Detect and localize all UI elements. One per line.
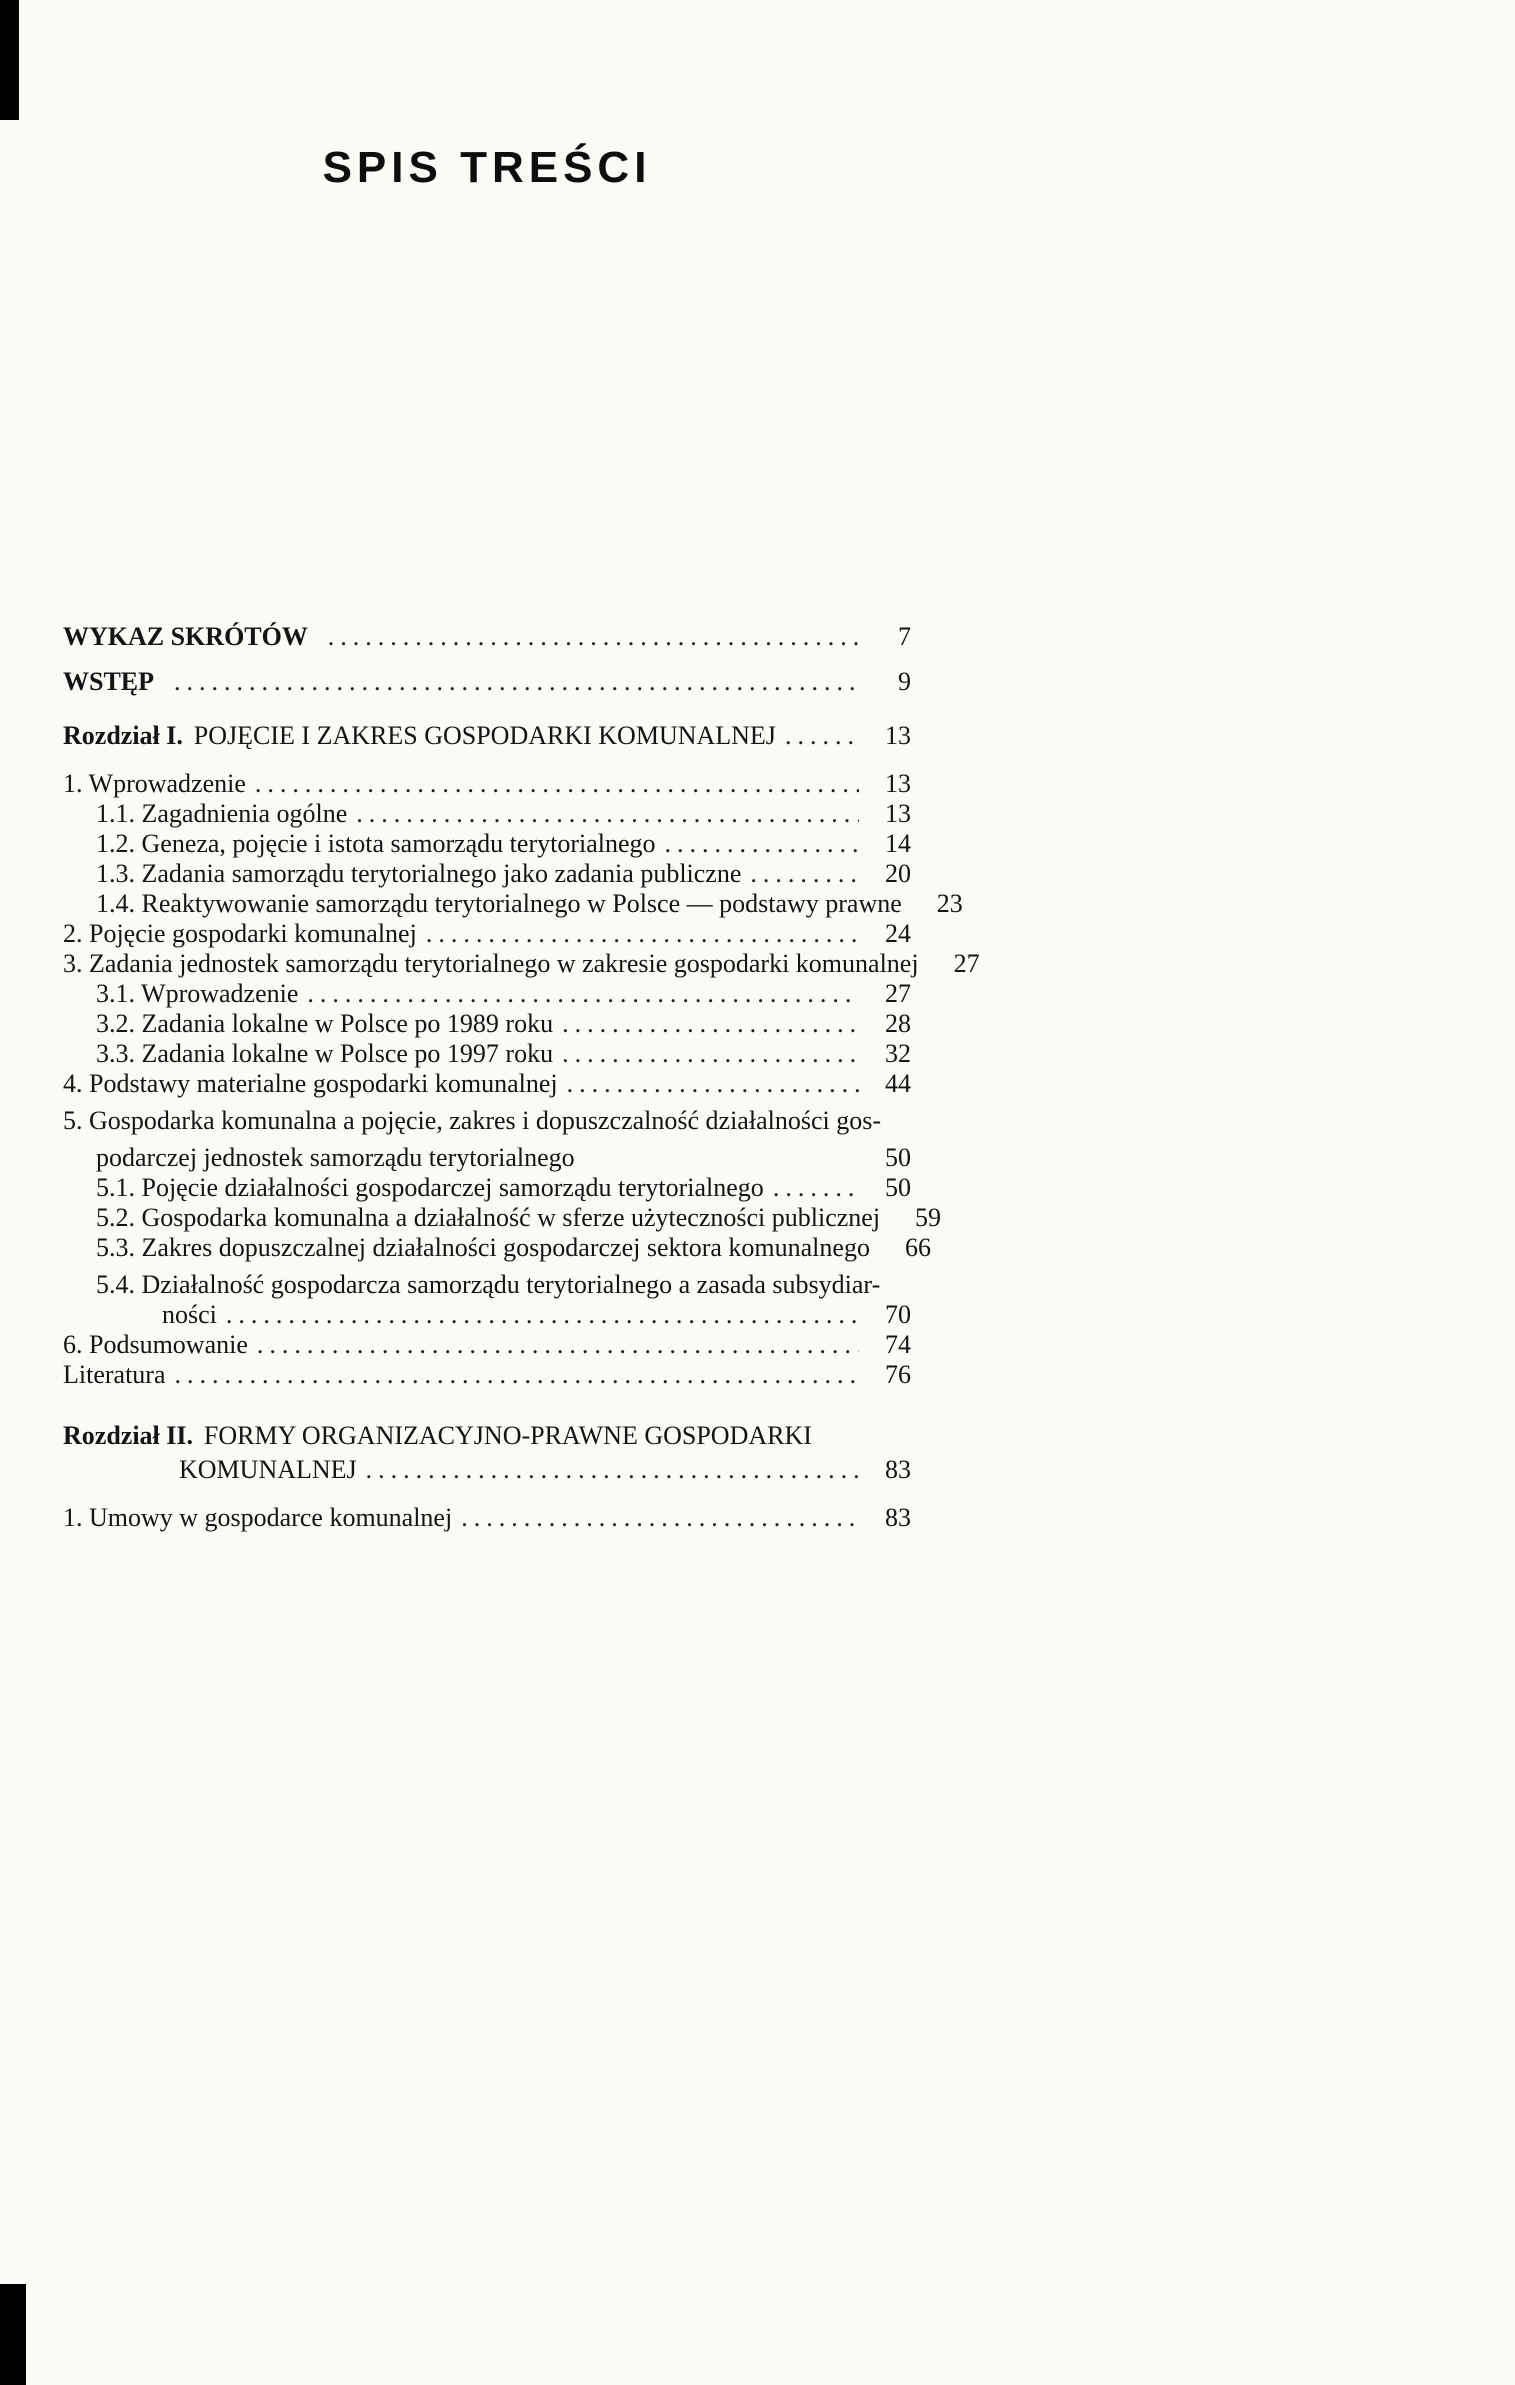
toc-entry-label: 3. Zadania jednostek samorządu terytorialnego w zakresie gospodarki komunalnej	[63, 949, 919, 978]
toc-entry-label-bold: WYKAZ SKRÓTÓW	[63, 622, 308, 651]
toc-entry	[63, 1330, 911, 1360]
toc-entry-label-bold: Rozdział II.	[63, 1421, 193, 1450]
dot-leader	[174, 667, 859, 697]
scan-artifact-bottom-left	[0, 2284, 26, 2385]
toc-entry-label: Literatura	[63, 1360, 166, 1389]
toc-entry-page: 59	[915, 1203, 942, 1232]
toc-entry-label: 5.4. Działalność gospodarcza samorządu terytorialnego a zasada subsydiar-	[96, 1270, 881, 1299]
page-title: SPIS TREŚCI	[322, 143, 652, 192]
dot-leader	[356, 799, 859, 829]
dot-leader	[567, 1069, 859, 1099]
toc-entry-label: 1.4. Reaktywowanie samorządu terytorialnego w Polsce — podstawy prawne	[96, 889, 902, 918]
dot-leader	[257, 1330, 859, 1360]
toc-entry-label-bold: WSTĘP	[63, 667, 155, 696]
toc-entry-label: 5.1. Pojęcie działalności gospodarczej samorządu terytorialnego	[96, 1173, 764, 1202]
toc-entry-label: 1.2. Geneza, pojęcie i istota samorządu terytorialnego	[96, 829, 656, 858]
toc-entry	[63, 829, 911, 859]
toc-entry-page: 14	[885, 829, 911, 858]
toc-entry	[63, 1203, 942, 1233]
toc-entry-label: 4. Podstawy materialne gospodarki komunalnej	[63, 1069, 558, 1098]
toc-entry	[63, 1263, 911, 1300]
toc-entry	[63, 1009, 911, 1039]
dot-leader	[785, 721, 859, 751]
toc-entry-label: 1.1. Zagadnienia ogólne	[96, 799, 348, 828]
toc-entry	[63, 979, 911, 1009]
toc-entry-label: 2. Pojęcie gospodarki komunalnej	[63, 919, 417, 948]
toc-entry-page: 13	[885, 799, 911, 828]
toc-entry-label: FORMY ORGANIZACYJNO-PRAWNE GOSPODARKI	[203, 1421, 812, 1450]
toc-entry-page: 76	[885, 1360, 911, 1389]
dot-leader	[255, 769, 859, 799]
toc-entry	[63, 1414, 911, 1451]
toc-entry-page: 23	[936, 889, 963, 918]
toc-entry-page: 27	[885, 979, 911, 1008]
toc-entry-page: 13	[885, 769, 911, 798]
toc-entry	[63, 1069, 911, 1099]
toc-entry-page: 83	[885, 1455, 911, 1484]
toc-entry-label: 5.3. Zakres dopuszczalnej działalności gospodarczej sektora komunalnego	[96, 1233, 870, 1262]
toc-entry-label: 5. Gospodarka komunalna a pojęcie, zakres i dopuszczalność działalności gos-	[63, 1106, 881, 1135]
toc-entry-label: KOMUNALNEJ	[179, 1455, 357, 1484]
dot-leader	[562, 1009, 859, 1039]
toc-entry	[63, 1173, 911, 1203]
toc-entry	[63, 1099, 911, 1136]
toc-entry	[63, 1136, 911, 1173]
toc-entry-label: 3.3. Zadania lokalne w Polsce po 1997 roku	[96, 1039, 554, 1068]
toc-entry-page: 9	[898, 667, 911, 696]
dot-leader	[226, 1300, 859, 1330]
toc-entry-page: 66	[904, 1233, 931, 1262]
dot-leader	[773, 1173, 859, 1203]
toc-entry-page: 13	[885, 721, 911, 750]
dot-leader	[307, 979, 859, 1009]
toc-entry-page: 50	[885, 1143, 911, 1172]
toc-entry-page: 74	[885, 1330, 911, 1359]
dot-leader	[366, 1455, 859, 1485]
toc-entry-label: podarczej jednostek samorządu terytorialnego	[96, 1143, 575, 1172]
toc-entry-label: ności	[162, 1300, 217, 1329]
toc-entry	[63, 859, 911, 889]
toc-entry	[63, 889, 963, 919]
toc-entry	[63, 1503, 911, 1533]
dot-leader	[750, 859, 859, 889]
toc-entry-page: 7	[898, 622, 911, 651]
toc-entry-label: 6. Podsumowanie	[63, 1330, 248, 1359]
toc-entry-label: 3.2. Zadania lokalne w Polsce po 1989 roku	[96, 1009, 554, 1038]
dot-leader	[584, 1136, 859, 1166]
toc-entry-page: 83	[885, 1503, 911, 1532]
toc-entry	[63, 799, 911, 829]
toc-entry	[63, 949, 980, 979]
scan-artifact-top-left	[0, 0, 19, 120]
toc-entry	[63, 1039, 911, 1069]
dot-leader	[562, 1039, 859, 1069]
toc-entry-label: 1.3. Zadania samorządu terytorialnego jako zadania publiczne	[96, 859, 742, 888]
toc-entry-label: 5.2. Gospodarka komunalna a działalność w sferze użyteczności publicznej	[96, 1203, 881, 1232]
toc-entry-page: 20	[885, 859, 911, 888]
toc-entry-label: 1. Umowy w gospodarce komunalnej	[63, 1503, 453, 1532]
toc-entry-page: 28	[885, 1009, 911, 1038]
toc-entry-page: 44	[885, 1069, 911, 1098]
toc-entry	[63, 1300, 911, 1330]
toc-entry	[63, 919, 911, 949]
toc-content	[63, 0, 980, 1533]
toc-entry	[63, 769, 911, 799]
toc-entry	[63, 721, 911, 751]
toc-entry	[63, 1455, 911, 1485]
toc-entry	[63, 1233, 931, 1263]
toc-entry-page: 50	[885, 1173, 911, 1202]
dot-leader	[461, 1503, 859, 1533]
dot-leader	[328, 622, 859, 652]
toc-entry	[63, 1360, 911, 1390]
toc-entry-page: 32	[885, 1039, 911, 1068]
toc-entry-page: 27	[953, 949, 980, 978]
toc-list	[63, 622, 980, 1533]
dot-leader	[665, 829, 859, 859]
toc-entry-label: 1. Wprowadzenie	[63, 769, 246, 798]
toc-entry	[63, 622, 911, 652]
toc-entry-page: 70	[885, 1300, 911, 1329]
dot-leader	[426, 919, 859, 949]
dot-leader	[175, 1360, 860, 1390]
toc-entry-label: POJĘCIE I ZAKRES GOSPODARKI KOMUNALNEJ	[193, 721, 776, 750]
dot-leader	[821, 1414, 859, 1444]
toc-entry-label: 3.1. Wprowadzenie	[96, 979, 299, 1008]
toc-entry-page: 24	[885, 919, 911, 948]
toc-entry	[63, 667, 911, 697]
toc-entry-label-bold: Rozdział I.	[63, 721, 183, 750]
